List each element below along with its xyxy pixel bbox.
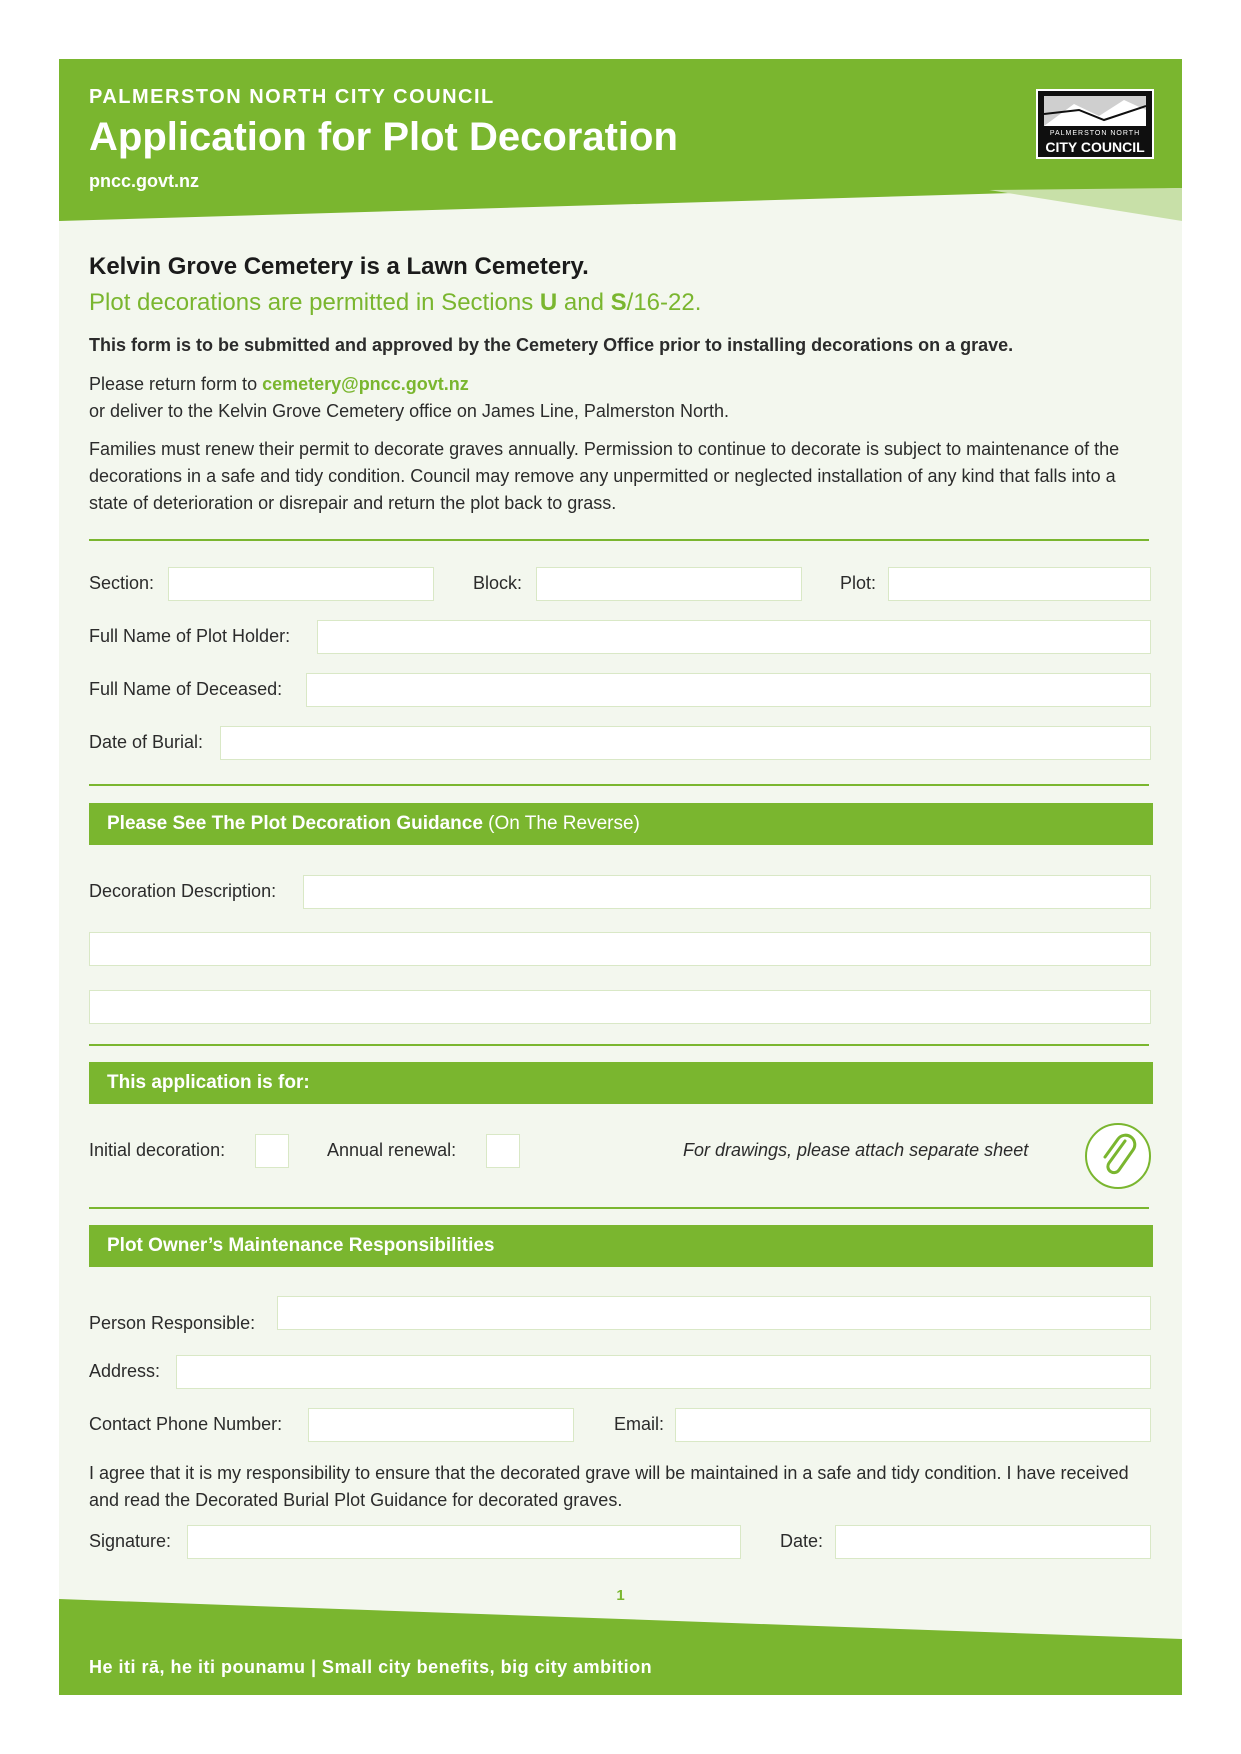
intro-heading: Kelvin Grove Cemetery is a Lawn Cemetery.: [89, 253, 589, 280]
burial-date-input[interactable]: [220, 726, 1151, 760]
decoration-description-label: Decoration Description:: [89, 881, 277, 901]
return-instructions: Please return form to cemetery@pncc.govt.nz: [89, 374, 469, 394]
decoration-description-line-3[interactable]: [89, 990, 1151, 1024]
burial-date-label: Date of Burial:: [89, 732, 204, 752]
maintenance-banner: Plot Owner’s Maintenance Responsibilities: [89, 1225, 1153, 1267]
footer-banner: [59, 1599, 1182, 1695]
signature-label: Signature:: [89, 1531, 172, 1551]
deceased-name-label: Full Name of Deceased:: [89, 679, 283, 699]
paperclip-icon: [1085, 1123, 1151, 1189]
block-label: Block:: [473, 573, 523, 593]
page-title: Application for Plot Decoration: [89, 115, 678, 159]
annual-renewal-checkbox[interactable]: [486, 1134, 520, 1168]
divider: [89, 539, 1149, 541]
email-input[interactable]: [675, 1408, 1151, 1442]
initial-decoration-label: Initial decoration:: [89, 1140, 226, 1160]
divider: [89, 1044, 1149, 1046]
address-input[interactable]: [176, 1355, 1151, 1389]
plot-holder-label: Full Name of Plot Holder:: [89, 626, 291, 646]
date-input[interactable]: [835, 1525, 1151, 1559]
cemetery-email-link[interactable]: cemetery@pncc.govt.nz: [262, 374, 469, 394]
email-label: Email:: [614, 1414, 665, 1434]
block-input[interactable]: [536, 567, 802, 601]
form-sheet: [59, 59, 1182, 1695]
logo-big-text: CITY COUNCIL: [1045, 139, 1145, 155]
person-responsible-label: Person Responsible:: [89, 1313, 256, 1333]
address-label: Address:: [89, 1361, 161, 1381]
footer-background: [59, 1599, 1182, 1695]
section-label: Section:: [89, 573, 155, 593]
agreement-statement: I agree that it is my responsibility to ensure that the decorated grave will be maintained in a safe and tidy condition. I have received and read the Decorated Burial Plot Guidance for decorated graves.: [89, 1463, 1129, 1510]
phone-input[interactable]: [308, 1408, 574, 1442]
initial-decoration-checkbox[interactable]: [255, 1134, 289, 1168]
divider: [89, 784, 1149, 786]
website-url: pncc.govt.nz: [89, 171, 200, 191]
decoration-description-input[interactable]: [303, 875, 1151, 909]
page-number: 1: [616, 1587, 625, 1604]
header-accent-wedge: [989, 188, 1182, 221]
annual-renewal-label: Annual renewal:: [327, 1140, 457, 1160]
plot-label: Plot:: [840, 573, 877, 593]
phone-label: Contact Phone Number:: [89, 1414, 283, 1434]
header-banner: [59, 59, 1182, 249]
logo-small-text: PALMERSTON NORTH: [1049, 130, 1141, 137]
deceased-name-input[interactable]: [306, 673, 1151, 707]
council-name: PALMERSTON NORTH CITY COUNCIL: [89, 86, 495, 108]
plot-input[interactable]: [888, 567, 1151, 601]
divider: [89, 1207, 1149, 1209]
intro-subheading: Plot decorations are permitted in Sections U and S/16-22.: [89, 289, 702, 316]
approval-note: This form is to be submitted and approved by the Cemetery Office prior to installing decorations on a grave.: [89, 335, 1014, 355]
signature-input[interactable]: [187, 1525, 741, 1559]
date-label: Date:: [780, 1531, 824, 1551]
section-input[interactable]: [168, 567, 434, 601]
application-type-banner: This application is for:: [89, 1062, 1153, 1104]
council-logo: [1036, 89, 1154, 159]
person-responsible-input[interactable]: [277, 1296, 1151, 1330]
logo-landscape-icon: [1044, 96, 1146, 126]
drawings-note: For drawings, please attach separate sheet: [683, 1140, 1029, 1160]
plot-holder-input[interactable]: [317, 620, 1151, 654]
delivery-instructions: or deliver to the Kelvin Grove Cemetery office on James Line, Palmerston North.: [89, 401, 729, 421]
decoration-description-line-2[interactable]: [89, 932, 1151, 966]
guidance-banner: Please See The Plot Decoration Guidance (On The Reverse): [89, 803, 1153, 845]
renewal-policy: Families must renew their permit to decorate graves annually. Permission to continue to decorate is subject to maintenance of the decorations in a safe and tidy condition. Council may remove any unpermitted or neglected installation of any kind that falls into a state of deterioration or disrepair and return the plot back to grass.: [89, 439, 1120, 513]
footer-tagline: He iti rā, he iti pounamu | Small city benefits, big city ambition: [89, 1657, 653, 1677]
